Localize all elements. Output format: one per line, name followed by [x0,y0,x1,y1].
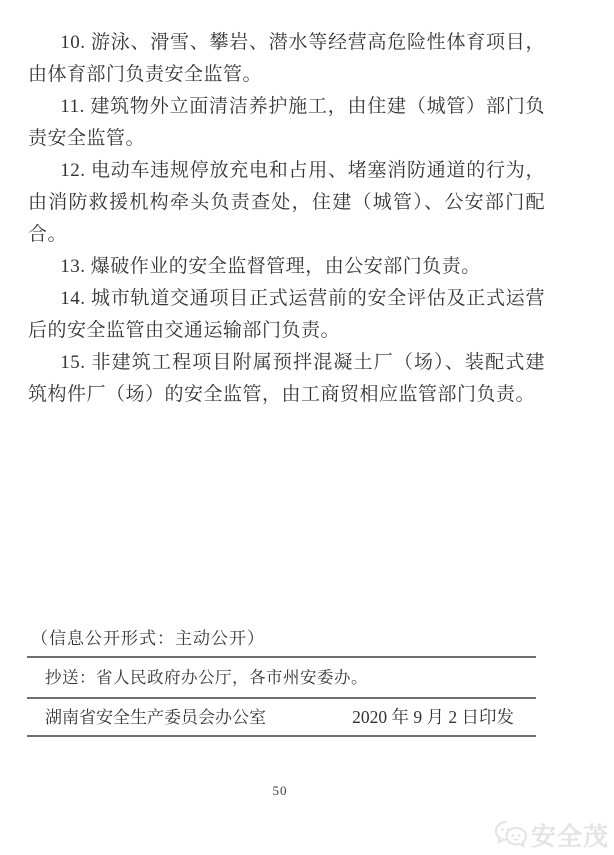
body-paragraph-13: 13. 爆破作业的安全监督管理，由公安部门负责。 [60,256,481,277]
horizontal-rule [27,735,536,737]
document-footer [27,626,536,737]
disclosure-note: （信息公开形式：主动公开） [31,629,265,648]
body-paragraph-10: 10. 游泳、滑雪、攀岩、潜水等经营高危险性体育项目，由体育部门负责安全监管。 [28,32,545,85]
issuer-office: 湖南省安全生产委员会办公室 [45,708,266,727]
issuer-line [27,699,536,735]
watermark [494,817,609,853]
body-paragraph-15: 15. 非建筑工程项目附属预拌混凝土厂（场）、装配式建筑构件厂（场）的安全监管，由工商贸相应监管部门负责。 [28,352,545,405]
document-body [28,27,545,411]
chat-bubbles-icon [494,819,528,851]
cc-line: 抄送：省人民政府办公厅，各市州安委办。 [45,668,368,687]
body-paragraph-11: 11. 建筑物外立面清洁养护施工，由住建（城管）部门负责安全监管。 [28,96,545,149]
print-date: 2020 年 9 月 2 日印发 [352,707,514,727]
body-paragraph-12: 12. 电动车违规停放充电和占用、堵塞消防通道的行为，由消防救援机构牵头负责查处，住建（城管）、公安部门配合。 [28,160,545,245]
body-paragraph-14: 14. 城市轨道交通项目正式运营前的安全评估及正式运营后的安全监管由交通运输部门负责。 [28,288,545,341]
watermark-text: 安全茂 [530,824,609,851]
page-number: 50 [272,783,288,798]
